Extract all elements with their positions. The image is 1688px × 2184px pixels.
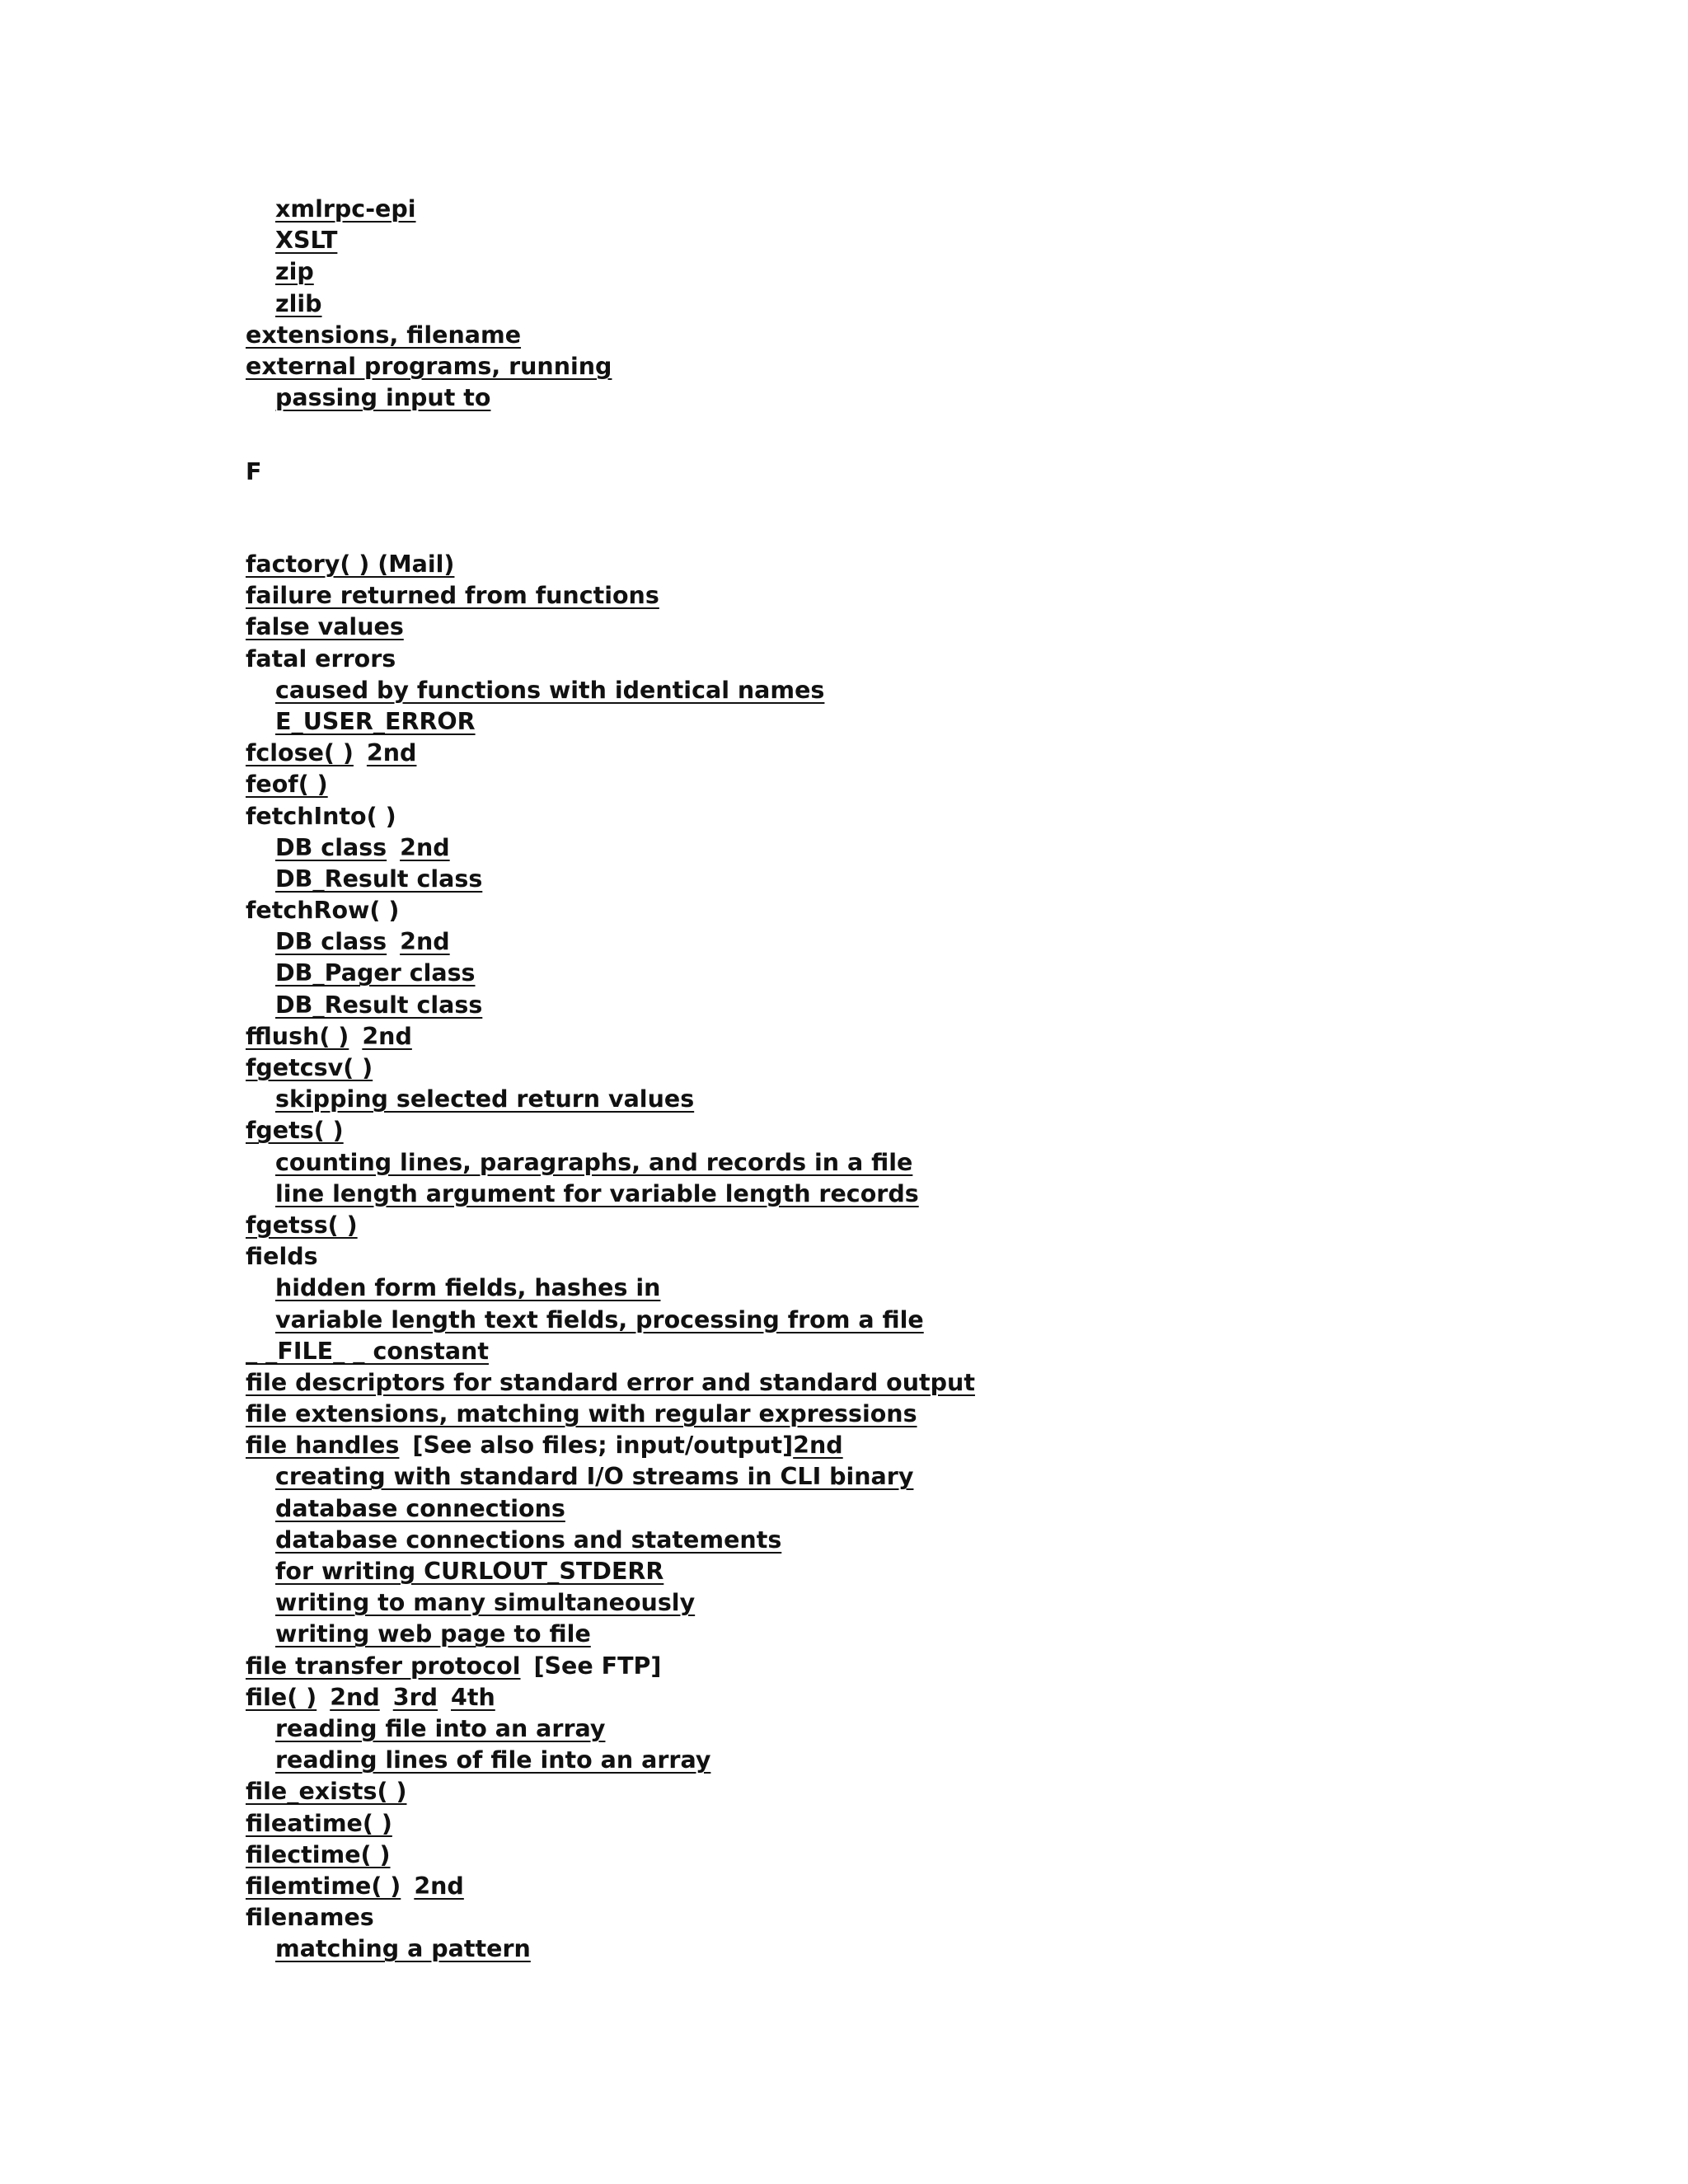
index-link-caused-by-functions-with-identical-names[interactable]: caused by functions with identical names: [275, 676, 825, 704]
index-term-filenames: filenames: [246, 1904, 374, 1932]
index-link-db-result-class[interactable]: DB_Result class: [275, 991, 483, 1019]
index-subentry: [246, 382, 1564, 414]
index-entry: [246, 1430, 1564, 1461]
index-link-file-descriptors-for-standard-error-and-standard-output[interactable]: file descriptors for standard error and standard output: [246, 1368, 975, 1396]
section-letter-heading: F: [246, 458, 262, 485]
index-link-filemtime[interactable]: filemtime( ): [246, 1872, 401, 1900]
index-entries-x-section: [246, 194, 1564, 414]
index-subentry: [246, 926, 1564, 958]
index-subentry: [246, 288, 1564, 320]
index-link-creating-with-standard-i-o-streams-in-cli-binary[interactable]: creating with standard I/O streams in CLI binary: [275, 1463, 914, 1491]
index-link-skipping-selected-return-values[interactable]: skipping selected return values: [275, 1085, 695, 1113]
index-subentry: [246, 1305, 1564, 1336]
index-link-db-result-class[interactable]: DB_Result class: [275, 865, 483, 893]
index-link-writing-web-page-to-file[interactable]: writing web page to file: [275, 1620, 591, 1648]
index-entries-f-section: [246, 549, 1564, 1965]
index-subentry: [246, 225, 1564, 256]
index-entry: [246, 895, 1564, 926]
index-link-2nd[interactable]: 2nd: [362, 1022, 412, 1050]
index-term-fetchinto: fetchInto( ): [246, 802, 396, 830]
index-subentry: [246, 1084, 1564, 1115]
index-link-2nd[interactable]: 2nd: [400, 833, 450, 861]
index-entry: [246, 1651, 1564, 1682]
index-subentry: [246, 1493, 1564, 1525]
index-link-2nd[interactable]: 2nd: [400, 928, 450, 956]
index-entry: [246, 801, 1564, 832]
index-link-fgets[interactable]: fgets( ): [246, 1117, 344, 1145]
index-entry: [246, 549, 1564, 580]
index-term-see-also-files-input-output: [See also files; input/output]: [412, 1432, 794, 1460]
index-entry: [246, 1052, 1564, 1084]
index-link-e-user-error[interactable]: E_USER_ERROR: [275, 707, 476, 735]
index-link-reading-file-into-an-array[interactable]: reading file into an array: [275, 1714, 606, 1742]
index-entry: [246, 644, 1564, 675]
index-term-fetchrow: fetchRow( ): [246, 897, 400, 925]
index-link-hidden-form-fields-hashes-in[interactable]: hidden form fields, hashes in: [275, 1274, 661, 1302]
index-link-line-length-argument-for-variable-length-records[interactable]: line length argument for variable length records: [275, 1179, 919, 1207]
index-link-zlib[interactable]: zlib: [275, 289, 322, 317]
index-subentry: [246, 832, 1564, 864]
index-entry: [246, 769, 1564, 800]
index-entry: [246, 612, 1564, 643]
index-link-database-connections[interactable]: database connections: [275, 1494, 565, 1522]
index-subentry: [246, 990, 1564, 1021]
index-link-counting-lines-paragraphs-and-records-in-a-file[interactable]: counting lines, paragraphs, and records in a file: [275, 1148, 913, 1176]
index-link-db-class[interactable]: DB class: [275, 928, 387, 956]
index-link-external-programs-running[interactable]: external programs, running: [246, 352, 612, 380]
index-link-file-constant[interactable]: _ _FILE_ _ constant: [246, 1337, 489, 1365]
index-link-zip[interactable]: zip: [275, 258, 314, 286]
index-entry: [246, 1210, 1564, 1241]
index-subentry: [246, 1461, 1564, 1493]
index-link-failure-returned-from-functions[interactable]: failure returned from functions: [246, 582, 659, 610]
index-link-extensions-filename[interactable]: extensions, filename: [246, 321, 522, 349]
index-entry: [246, 1682, 1564, 1713]
index-entry: [246, 1115, 1564, 1146]
index-term-fatal-errors: fatal errors: [246, 644, 396, 673]
index-subentry: [246, 1179, 1564, 1210]
index-subentry: [246, 958, 1564, 989]
index-subentry: [246, 1713, 1564, 1745]
index-entry: [246, 351, 1564, 382]
index-subentry: [246, 1147, 1564, 1179]
index-link-reading-lines-of-file-into-an-array[interactable]: reading lines of file into an array: [275, 1746, 711, 1774]
index-term-fields: fields: [246, 1243, 318, 1271]
index-link-file-exists[interactable]: file_exists( ): [246, 1778, 407, 1806]
index-subentry: [246, 1933, 1564, 1965]
index-subentry: [246, 1745, 1564, 1776]
index-link-xmlrpc-epi[interactable]: xmlrpc-epi: [275, 195, 416, 223]
index-link-feof[interactable]: feof( ): [246, 771, 328, 799]
index-link-2nd[interactable]: 2nd: [330, 1683, 380, 1711]
index-entry: [246, 1399, 1564, 1430]
index-entry: [246, 1776, 1564, 1807]
index-entry: [246, 738, 1564, 769]
index-link-database-connections-and-statements[interactable]: database connections and statements: [275, 1526, 782, 1554]
index-link-false-values[interactable]: false values: [246, 613, 404, 641]
index-subentry: [246, 706, 1564, 738]
index-link-factory-mail[interactable]: factory( ) (Mail): [246, 551, 455, 578]
index-subentry: [246, 1587, 1564, 1619]
index-subentry: [246, 256, 1564, 288]
index-entry: [246, 580, 1564, 612]
index-link-filectime[interactable]: filectime( ): [246, 1840, 391, 1868]
index-entry: [246, 1367, 1564, 1399]
index-link-for-writing-curlout-stderr[interactable]: for writing CURLOUT_STDERR: [275, 1558, 664, 1585]
index-link-file-transfer-protocol[interactable]: file transfer protocol: [246, 1652, 521, 1680]
index-link-file-handles[interactable]: file handles: [246, 1432, 400, 1460]
index-entry: [246, 1871, 1564, 1902]
index-entry: [246, 1336, 1564, 1367]
index-entry: [246, 1021, 1564, 1052]
index-subentry: [246, 194, 1564, 225]
index-term-see-ftp: [See FTP]: [533, 1652, 662, 1680]
index-entry: [246, 1840, 1564, 1871]
index-entry: [246, 1902, 1564, 1933]
index-link-3rd[interactable]: 3rd: [392, 1683, 438, 1711]
index-link-4th[interactable]: 4th: [451, 1683, 495, 1711]
index-link-fileatime[interactable]: fileatime( ): [246, 1809, 392, 1837]
index-link-writing-to-many-simultaneously[interactable]: writing to many simultaneously: [275, 1589, 696, 1617]
index-link-db-class[interactable]: DB class: [275, 833, 387, 861]
index-subentry: [246, 675, 1564, 706]
index-subentry: [246, 1525, 1564, 1556]
index-subentry: [246, 864, 1564, 895]
index-link-matching-a-pattern[interactable]: matching a pattern: [275, 1935, 531, 1963]
index-link-xslt[interactable]: XSLT: [275, 227, 338, 255]
index-entry: [246, 320, 1564, 351]
index-link-2nd[interactable]: 2nd: [366, 739, 417, 767]
index-entry: [246, 1808, 1564, 1840]
index-entry: [246, 1241, 1564, 1272]
index-subentry: [246, 1556, 1564, 1587]
index-link-fgetss[interactable]: fgetss( ): [246, 1211, 358, 1239]
index-link-db-pager-class[interactable]: DB_Pager class: [275, 959, 476, 987]
index-link-file-extensions-matching-with-regular-expressions[interactable]: file extensions, matching with regular expressions: [246, 1400, 917, 1428]
index-subentry: [246, 1272, 1564, 1304]
index-link-2nd[interactable]: 2nd: [414, 1872, 464, 1900]
index-link-fclose[interactable]: fclose( ): [246, 739, 354, 767]
index-subentry: [246, 1619, 1564, 1650]
index-link-file[interactable]: file( ): [246, 1683, 317, 1711]
index-link-2nd[interactable]: 2nd: [793, 1432, 843, 1460]
index-link-fgetcsv[interactable]: fgetcsv( ): [246, 1054, 373, 1081]
index-link-passing-input-to[interactable]: passing input to: [275, 384, 491, 412]
index-link-variable-length-text-fields-processing-from-a-file[interactable]: variable length text fields, processing from a file: [275, 1305, 924, 1333]
index-link-fflush[interactable]: fflush( ): [246, 1022, 349, 1050]
